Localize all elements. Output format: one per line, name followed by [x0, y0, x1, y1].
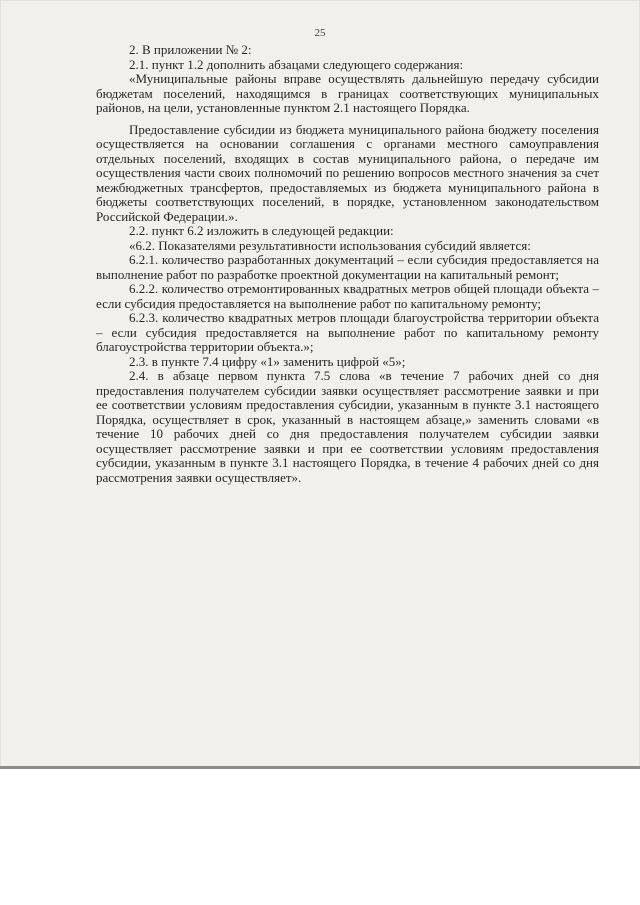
paragraph-item-6-2-2: 6.2.2. количество отремонтированных квадратных метров общей площади объекта – если субсидия предоставляется на выполнение работ по капитальному ремонту; — [96, 281, 599, 311]
paragraph-subsidy-provision: Предоставление субсидии из бюджета муниципального района бюджету поселения осуществляется на основании соглашения с органами местного самоуправления отдельных поселений, входящих в состав муниципального района, о передаче им осуществления части своих полномочий по решению вопросов местного значения за счет межбюджетных трансфертов, предоставляемых из бюджета муниципального района в бюджеты соответствующих поселений, в порядке, установленном законодательством Российской Федерации.». — [96, 121, 599, 224]
page-bottom-edge — [0, 766, 640, 769]
paragraph-item-6-2-3: 6.2.3. количество квадратных метров площади благоустройства территории объекта – если субсидия предоставляется на выполнение работ по капитальному ремонту благоустройства территории объекта.»; — [96, 310, 599, 354]
page-number: 25 — [314, 27, 326, 39]
paragraph-appendix-heading: 2. В приложении № 2: — [129, 42, 252, 57]
document-body — [96, 43, 599, 485]
paragraph-item-2-1: 2.1. пункт 1.2 дополнить абзацами следующего содержания: — [129, 56, 464, 72]
paragraph-item-2-2: 2.2. пункт 6.2 изложить в следующей редакции: — [129, 223, 394, 238]
paragraph-item-6-2: «6.2. Показателями результативности использования субсидий является: — [129, 237, 531, 253]
paragraph-municipal-districts: «Муниципальные районы вправе осуществлять дальнейшую передачу субсидии бюджетам поселений, находящимся в границах соответствующих муниципальных районов, на цели, установленные пунктом 2.1 настоящего Порядка. — [96, 71, 599, 115]
paragraph-item-6-2-1: 6.2.1. количество разработанных документаций – если субсидия предоставляется на выполнение работ по разработке проектной документации на капитальный ремонт; — [96, 252, 599, 282]
paragraph-item-2-3: 2.3. в пункте 7.4 цифру «1» заменить цифрой «5»; — [129, 353, 406, 369]
paragraph-item-2-4: 2.4. в абзаце первом пункта 7.5 слова «в течение 7 рабочих дней со дня предоставления получателем субсидии заявки осуществляет рассмотрение заявки и при ее соответствии условиям предоставления субсидии, указанным в пункте 3.1 настоящего Порядка, осуществляет в срок, указанный в настоящем абзаце,» заменить словами «в течение 10 рабочих дней со дня предоставления получателем субсидии заявки осуществляет рассмотрение заявки и при ее соответствии условиям предоставления субсидии, указанным в пункте 3.1 настоящего Порядка, в течение 4 рабочих дней со дня рассмотрения заявки осуществляет». — [96, 368, 599, 485]
